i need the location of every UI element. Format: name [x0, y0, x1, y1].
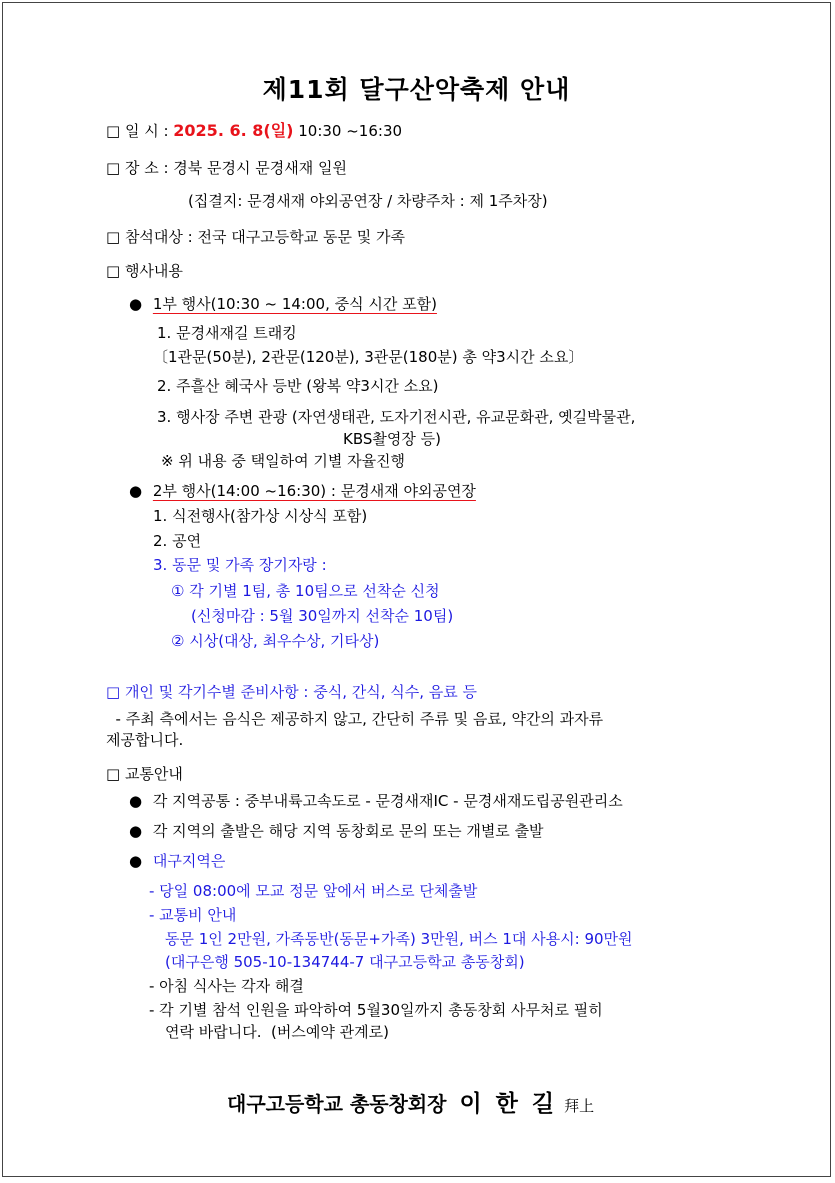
daegu-d2: - 교통비 안내: [149, 906, 237, 924]
transport-header: □ 교통안내: [106, 765, 183, 783]
part2-sub1-detail: (신청마감 : 5월 30일까지 선착순 10팀): [191, 607, 454, 625]
transport-item2: 각 지역의 출발은 해당 지역 동창회로 문의 또는 개별로 출발: [152, 822, 544, 840]
signature-org: 대구고등학교 총동창회장: [227, 1092, 447, 1116]
time-value: 10:30 ~16:30: [293, 122, 403, 140]
part1-item1-detail: 〔1관문(50분), 2관문(120분), 3관문(180분) 총 약3시간 소요〕: [153, 348, 584, 366]
daegu-d1: - 당일 08:00에 모교 정문 앞에서 버스로 단체출발: [149, 882, 478, 900]
venue-sub: (집결지: 문경새재 야외공연장 / 차량주차 : 제 1주차장): [188, 192, 548, 210]
bullet-icon: ●: [129, 482, 143, 500]
preparation-line1: - 주최 측에서는 음식은 제공하지 않고, 간단히 주류 및 음료, 약간의 과자류: [106, 710, 604, 728]
part2-item1: 1. 식전행사(참가상 시상식 포함): [153, 507, 368, 525]
daegu-d2-account: (대구은행 505-10-134744-7 대구고등학교 총동창회): [165, 953, 525, 971]
transport-item1: 각 지역공통 : 중부내륙고속도로 - 문경새재IC - 문경새재도립공원관리소: [152, 792, 623, 810]
signature-suffix: 拜上: [564, 1097, 595, 1115]
program-header: □ 행사내용: [106, 262, 183, 280]
daegu-title: 대구지역은: [152, 852, 226, 870]
daegu-title-line: [129, 851, 225, 871]
part1-title-line: [129, 294, 437, 314]
venue-line: □ 장 소 : 경북 문경시 문경새재 일원: [106, 159, 347, 177]
bullet-icon: ●: [129, 295, 143, 313]
part2-title: 2부 행사(14:00 ~16:30) : 문경새재 야외공연장: [152, 482, 476, 500]
bullet-icon: ●: [129, 822, 143, 840]
part1-item1: 1. 문경새재길 트래킹: [157, 324, 297, 342]
part2-title-line: [129, 481, 476, 501]
part1-title: 1부 행사(10:30 ~ 14:00, 중식 시간 포함): [152, 295, 437, 313]
daegu-d2-detail: 동문 1인 2만원, 가족동반(동문+가족) 3만원, 버스 1대 사용시: 90만원: [165, 930, 633, 948]
bullet-icon: ●: [129, 792, 143, 810]
bullet-icon: ●: [129, 852, 143, 870]
part2-item2: 2. 공연: [153, 532, 202, 550]
date-label: □ 일 시 :: [106, 122, 174, 140]
part2-sub1: ① 각 기별 1팀, 총 10팀으로 선착순 신청: [171, 582, 440, 600]
part1-note: ※ 위 내용 중 택일하여 기별 자율진행: [161, 452, 406, 470]
transport-item2-line: [129, 821, 544, 841]
attendees-line: □ 참석대상 : 전국 대구고등학교 동문 및 가족: [106, 228, 405, 246]
part2-item3: 3. 동문 및 가족 장기자랑 :: [153, 556, 327, 574]
signature: [227, 1091, 594, 1119]
part1-item2: 2. 주흘산 혜국사 등반 (왕복 약3시간 소요): [157, 377, 439, 395]
transport-item1-line: [129, 791, 623, 811]
notice-page: [2, 2, 831, 1177]
daegu-d4-cont: 연락 바랍니다. (버스예약 관계로): [165, 1023, 389, 1041]
preparation-title: □ 개인 및 각기수별 준비사항 : 중식, 간식, 식수, 음료 등: [106, 683, 478, 701]
part2-sub2: ② 시상(대상, 최우수상, 기타상): [171, 632, 380, 650]
date-value: 2025. 6. 8(일): [173, 121, 294, 140]
signature-name: 이 한 길: [459, 1091, 558, 1117]
daegu-d3: - 아침 식사는 각자 해결: [149, 977, 304, 995]
part1-item3-cont: KBS촬영장 등): [343, 430, 441, 448]
daegu-d4: - 각 기별 참석 인원을 파악하여 5월30일까지 총동창회 사무처로 필히: [149, 1001, 603, 1019]
date-line: [106, 121, 402, 141]
preparation-line2: 제공합니다.: [106, 731, 184, 749]
part1-item3: 3. 행사장 주변 관광 (자연생태관, 도자기전시관, 유교문화관, 옛길박물관,: [157, 408, 636, 426]
page-title: 제11회 달구산악축제 안내: [262, 75, 571, 104]
